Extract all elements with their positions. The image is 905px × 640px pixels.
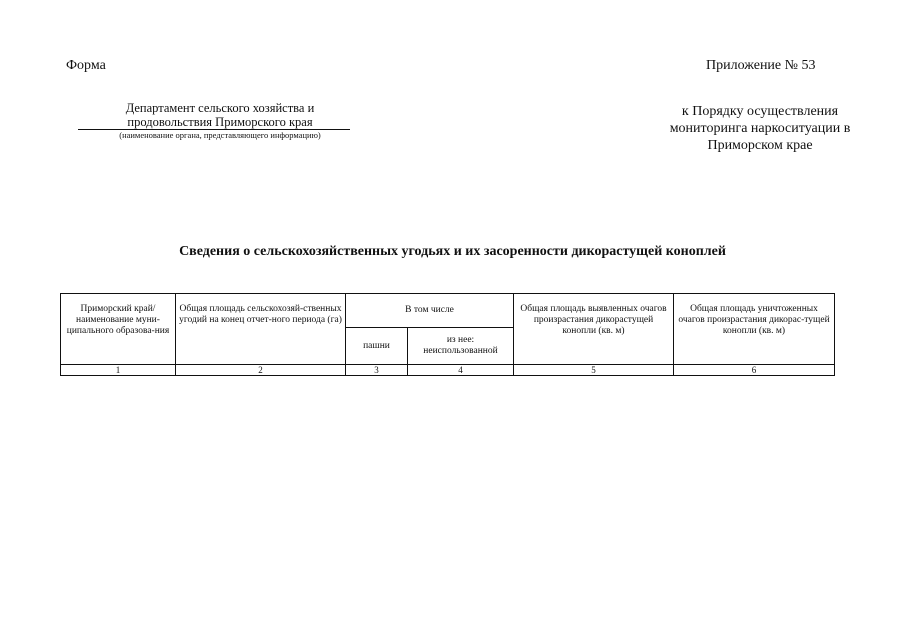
column-number: 3 [346, 365, 408, 376]
column-number: 2 [176, 365, 346, 376]
department-caption: (наименование органа, представляющего информацию) [119, 130, 321, 140]
department-line-2: продовольствия Приморского края [127, 115, 313, 129]
procedure-line-1: к Порядку осуществления [681, 104, 839, 119]
report-table [60, 293, 835, 376]
table-header-row [61, 294, 835, 328]
column-number: 1 [61, 365, 176, 376]
procedure-line-2: мониторинга наркоситуации в [669, 121, 851, 136]
document-title: Сведения о сельскохозяйственных угодьях и их засоренности дикорастущей коноплей [179, 244, 726, 259]
appendix-number: Приложение № 53 [706, 58, 816, 73]
header-arable-land: пашни [346, 328, 408, 365]
header-including-group: В том числе [346, 294, 514, 328]
department-name [70, 101, 370, 129]
procedure-reference [650, 103, 870, 154]
table-column-numbers-row [61, 365, 835, 376]
department-line-1: Департамент сельского хозяйства и [125, 101, 315, 115]
header-total-agricultural-area: Общая площадь сельскохозяй-ственных угодий на конец отчет-ного периода (га) [176, 294, 346, 365]
header-destroyed-hemp-area: Общая площадь уничтоженных очагов произрастания дикорас-тущей конопли (кв. м) [674, 294, 835, 365]
header-unused-arable-land: из нее: неиспользованной [408, 328, 514, 365]
header-detected-hemp-area: Общая площадь выявленных очагов произрастания дикорастущей конопли (кв. м) [514, 294, 674, 365]
column-number: 5 [514, 365, 674, 376]
header-municipality: Приморский край/ наименование муни-ципального образова-ния [61, 294, 176, 365]
procedure-line-3: Приморском крае [707, 138, 813, 153]
form-label: Форма [66, 58, 106, 73]
column-number: 4 [408, 365, 514, 376]
column-number: 6 [674, 365, 835, 376]
